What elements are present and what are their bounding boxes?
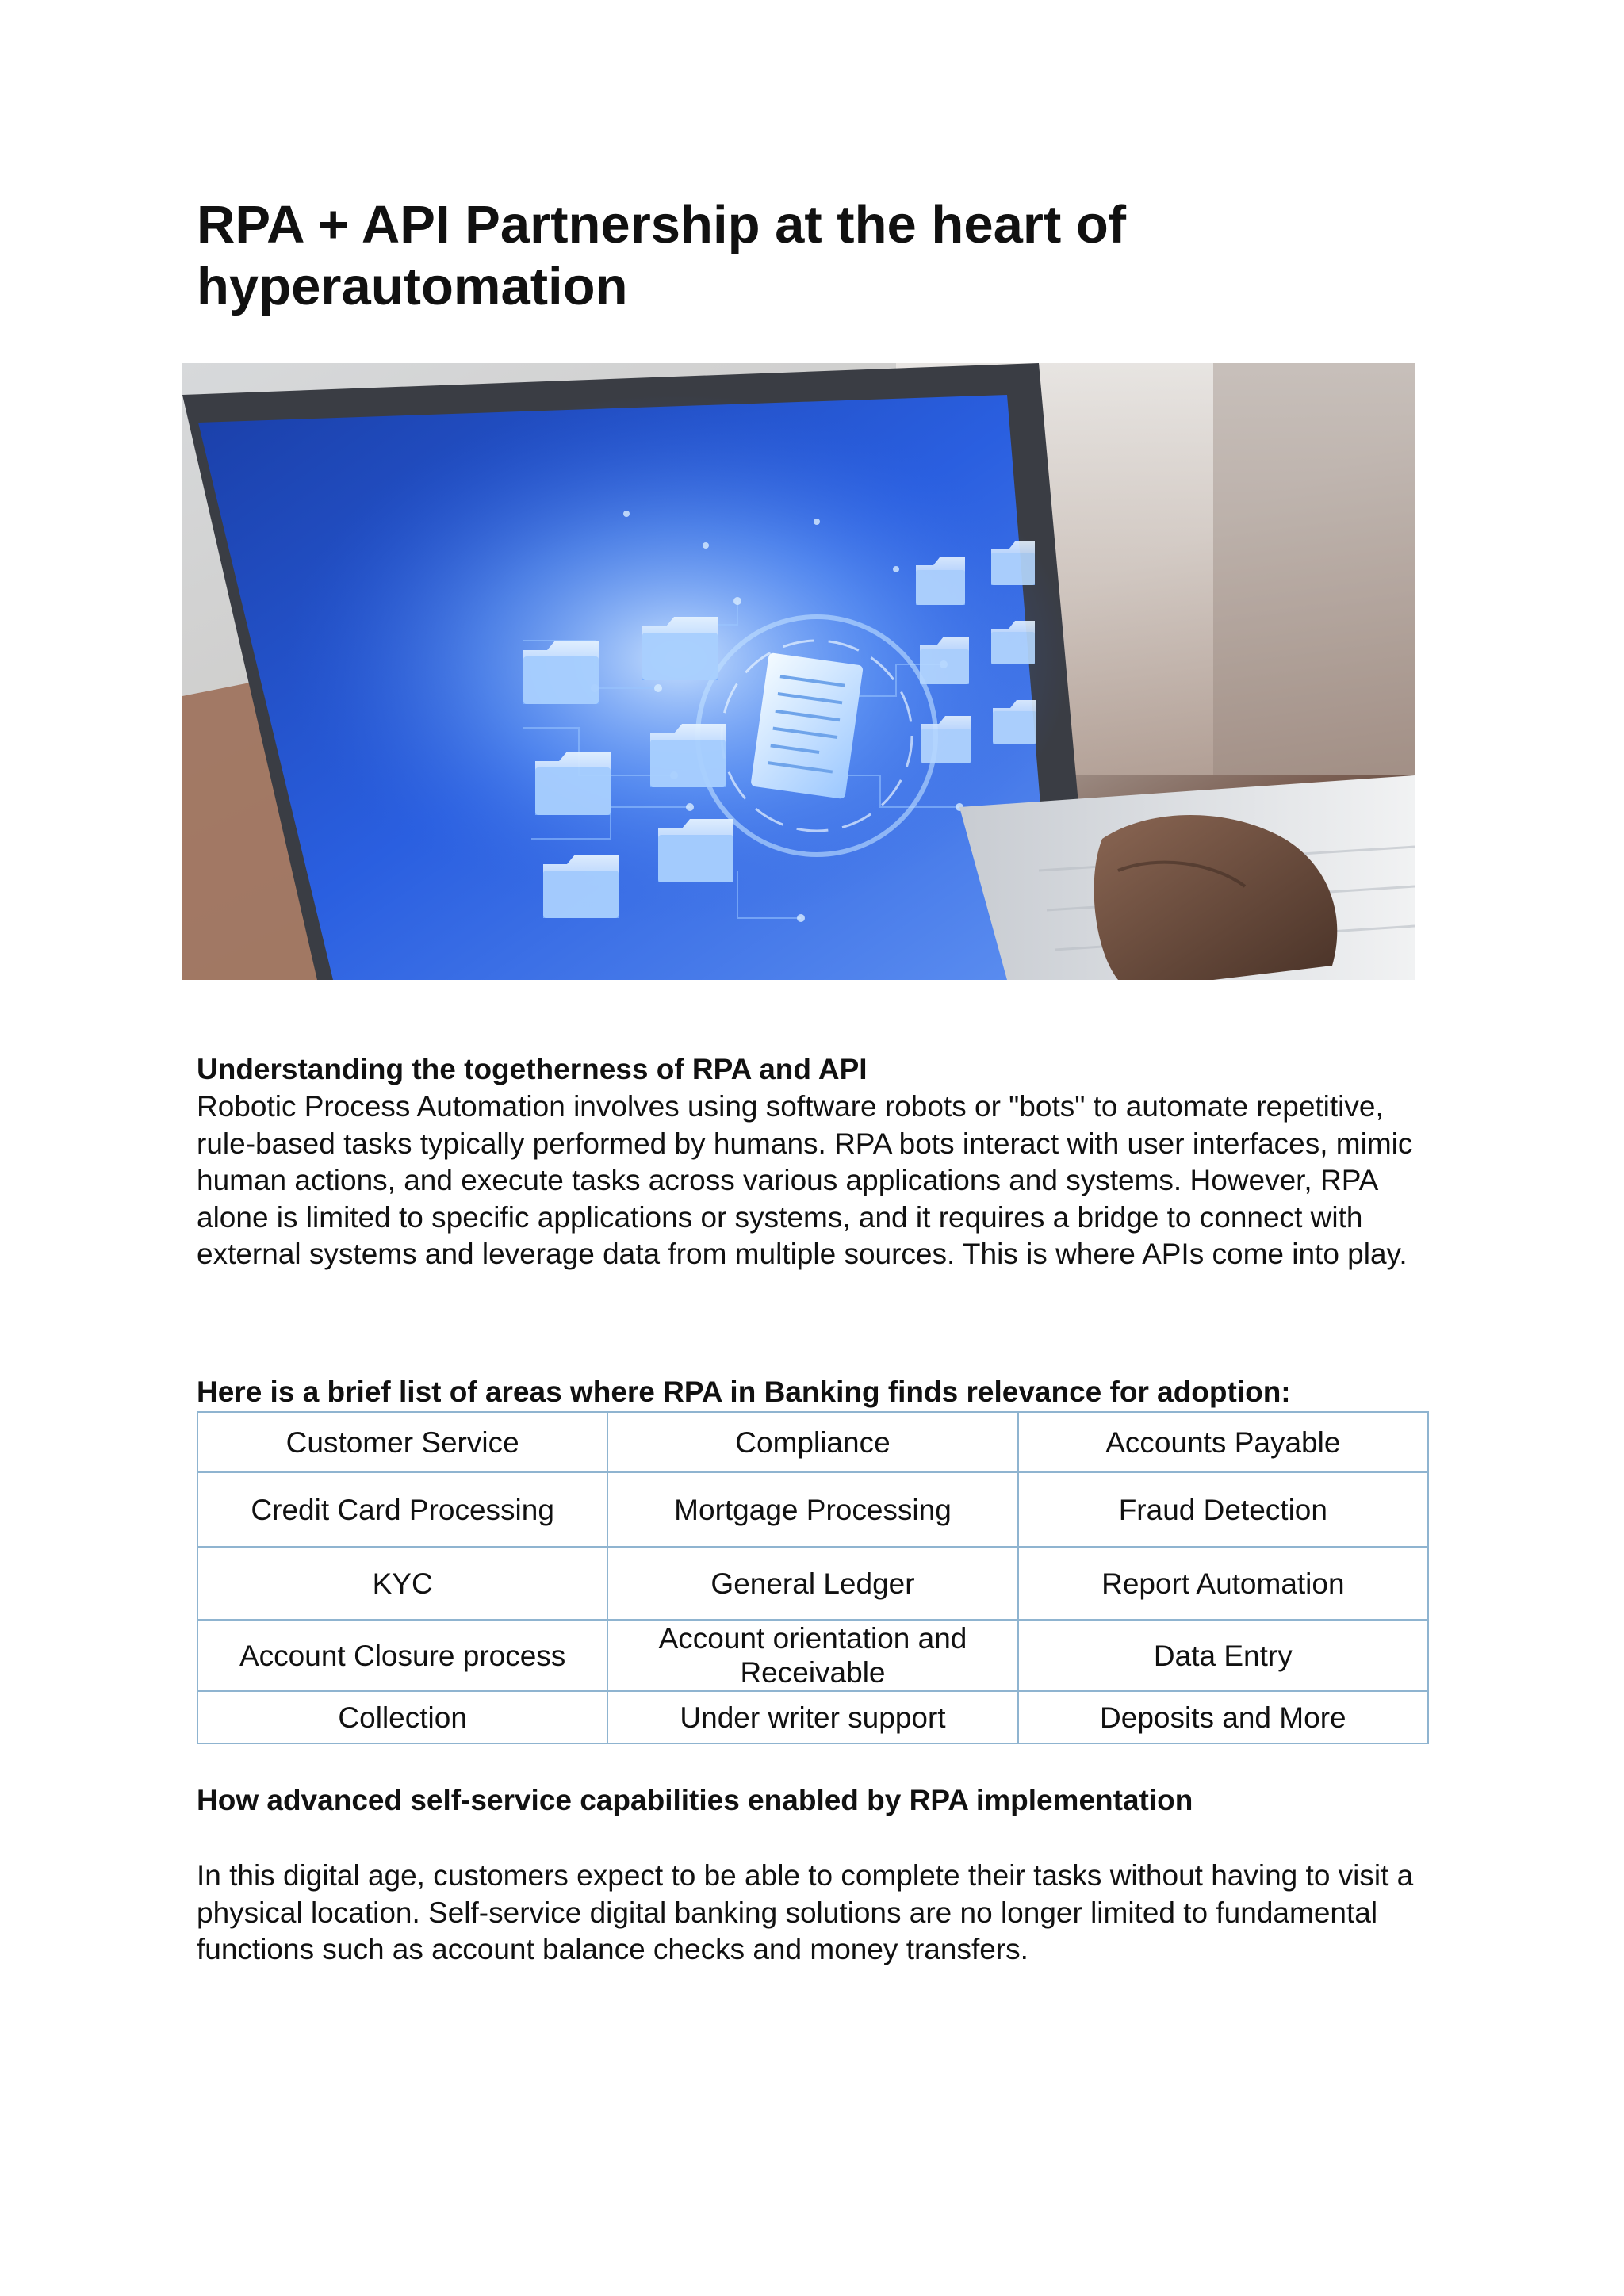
table-cell: Deposits and More [1018,1691,1428,1743]
table-cell: Customer Service [197,1412,607,1472]
page-title: RPA + API Partnership at the heart of hyperautomation [197,195,1127,316]
table-cell: KYC [197,1547,607,1620]
self-service-heading: How advanced self-service capabilities enabled by RPA implementation [197,1784,1193,1816]
table-row [197,1620,1428,1691]
table-cell: Credit Card Processing [197,1472,607,1547]
understanding-paragraph: Robotic Process Automation involves using software robots or "bots" to automate repetitive, rule-based tasks typically performed by humans. RPA bots interact with user interfaces, mimic human actions, and execute tasks across various applications and systems. However, RPA alone is limited to specific applications or systems, and it requires a bridge to connect with external systems and leverage data from multiple sources. This is where APIs come into play. [197,1090,1413,1270]
table-cell: Data Entry [1018,1620,1428,1691]
table-cell: Account Closure process [197,1620,607,1691]
table-cell: Mortgage Processing [607,1472,1017,1547]
understanding-heading: Understanding the togetherness of RPA and API [197,1053,868,1085]
table-cell: Report Automation [1018,1547,1428,1620]
areas-heading: Here is a brief list of areas where RPA in Banking finds relevance for adoption: [197,1376,1291,1408]
table-cell: Compliance [607,1412,1017,1472]
hero-image [182,363,1415,980]
table-row [197,1547,1428,1620]
areas-table [197,1411,1429,1744]
table-cell: Account orientation and Receivable [607,1620,1017,1691]
table-cell: Collection [197,1691,607,1743]
table-cell: Under writer support [607,1691,1017,1743]
table-cell: Fraud Detection [1018,1472,1428,1547]
table-row [197,1691,1428,1743]
table-row [197,1412,1428,1472]
table-row [197,1472,1428,1547]
table-cell: Accounts Payable [1018,1412,1428,1472]
table-cell: General Ledger [607,1547,1017,1620]
self-service-paragraph: In this digital age, customers expect to be able to complete their tasks without having to visit a physical location. Self-service digital banking solutions are no longer limited to fundamental functions such as account balance checks and money transfers. [197,1859,1414,1965]
